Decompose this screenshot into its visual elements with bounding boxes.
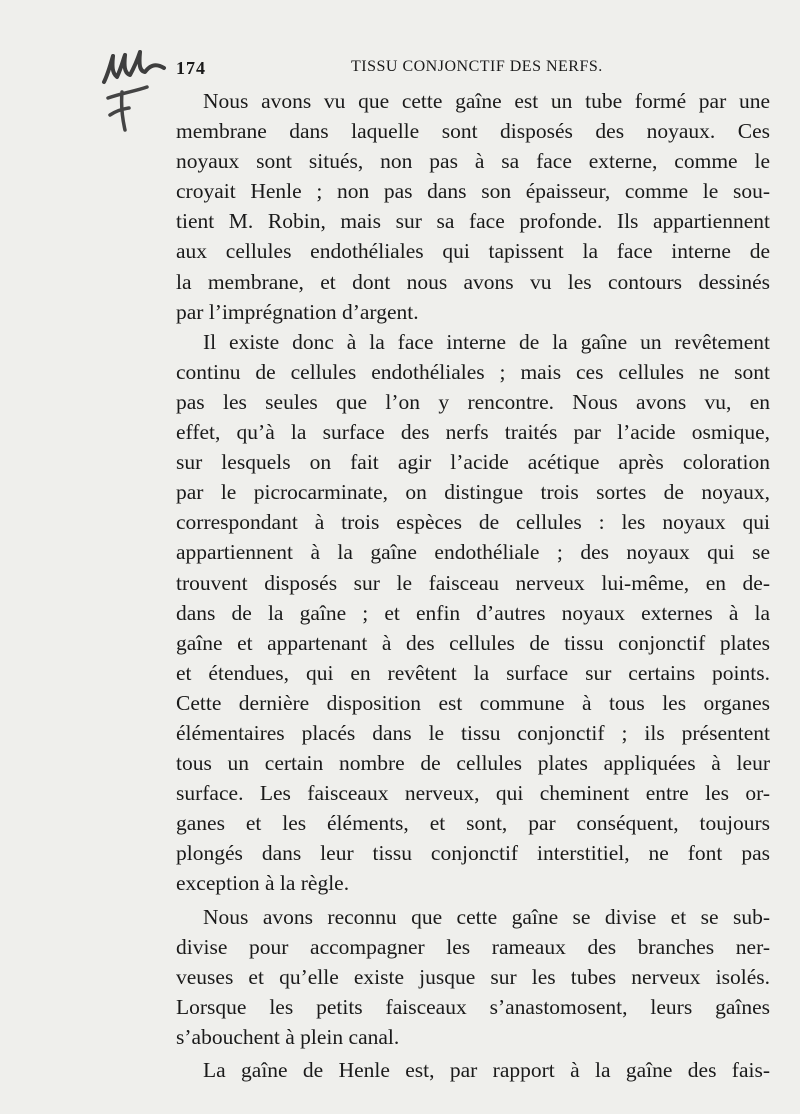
text-line: exception à la règle. <box>176 871 350 896</box>
text-line: divise pour accompagner les rameaux des branches ner- <box>176 934 770 959</box>
text-line: pas les seules que l’on y rencontre. Nous avons vu, en <box>176 389 770 414</box>
paragraph-4 <box>176 1055 770 1085</box>
text-line: plongés dans leur tissu conjonctif interstitiel, ne font pas <box>176 841 770 866</box>
text-line: sur lesquels on fait agir l’acide acétique après coloration <box>176 450 770 475</box>
text-line: aux cellules endothéliales qui tapissent la face interne de <box>176 239 770 264</box>
paragraph-3 <box>176 902 770 1052</box>
text-line: appartiennent à la gaîne endothéliale ; des noyaux qui se <box>176 540 770 565</box>
text-line: Il existe donc à la face interne de la gaîne un revêtement <box>203 329 770 354</box>
text-line: La gaîne de Henle est, par rapport à la gaîne des fais- <box>203 1058 770 1082</box>
text-line: gaîne et appartenant à des cellules de tissu conjonctif plates <box>176 630 770 655</box>
text-line: la membrane, et dont nous avons vu les contours dessinés <box>176 269 770 294</box>
text-line: correspondant à trois espèces de cellules : les noyaux qui <box>176 510 770 535</box>
text-line: ganes et les éléments, et sont, par conséquent, toujours <box>176 811 770 836</box>
text-line: par l’imprégnation d’argent. <box>176 299 419 324</box>
text-line: noyaux sont situés, non pas à sa face externe, comme le <box>176 149 770 174</box>
text-line: Cette dernière disposition est commune à tous les organes <box>176 690 770 715</box>
text-line: tous un certain nombre de cellules plates appliquées à leur <box>176 751 770 776</box>
text-line: croyait Henle ; non pas dans son épaisseur, comme le sou- <box>176 179 770 204</box>
text-line: Nous avons reconnu que cette gaîne se divise et se sub- <box>203 904 770 929</box>
text-line: tient M. Robin, mais sur sa face profonde. Ils appartiennent <box>176 209 770 234</box>
text-line: membrane dans laquelle sont disposés des noyaux. Ces <box>176 119 770 144</box>
text-line: veuses et qu’elle existe jusque sur les tubes nerveux isolés. <box>176 964 770 989</box>
running-head: TISSU CONJONCTIF DES NERFS. <box>351 58 603 75</box>
text-line: surface. Les faisceaux nerveux, qui cheminent entre les or- <box>176 781 770 806</box>
paragraph-1 <box>176 86 770 327</box>
text-line: Lorsque les petits faisceaux s’anastomosent, leurs gaînes <box>176 994 770 1019</box>
text-line: s’abouchent à plein canal. <box>176 1024 400 1049</box>
text-line: par le picrocarminate, on distingue trois sortes de noyaux, <box>176 480 770 505</box>
text-line: Nous avons vu que cette gaîne est un tube formé par une <box>203 89 770 113</box>
text-line: trouvent disposés sur le faisceau nerveux lui-même, en de- <box>176 570 770 595</box>
handwritten-annotation <box>98 46 170 136</box>
body-text <box>176 86 770 1085</box>
paragraph-2 <box>176 327 770 899</box>
text-line: effet, qu’à la surface des nerfs traités par l’acide osmique, <box>176 420 770 445</box>
text-line: continu de cellules endothéliales ; mais ces cellules ne sont <box>176 359 770 384</box>
text-line: élémentaires placés dans le tissu conjonctif ; ils présentent <box>176 720 770 745</box>
text-line: dans de la gaîne ; et enfin d’autres noyaux externes à la <box>176 600 770 625</box>
text-line: et étendues, qui en revêtent la surface sur certains points. <box>176 660 770 685</box>
page-number: 174 <box>176 58 206 78</box>
